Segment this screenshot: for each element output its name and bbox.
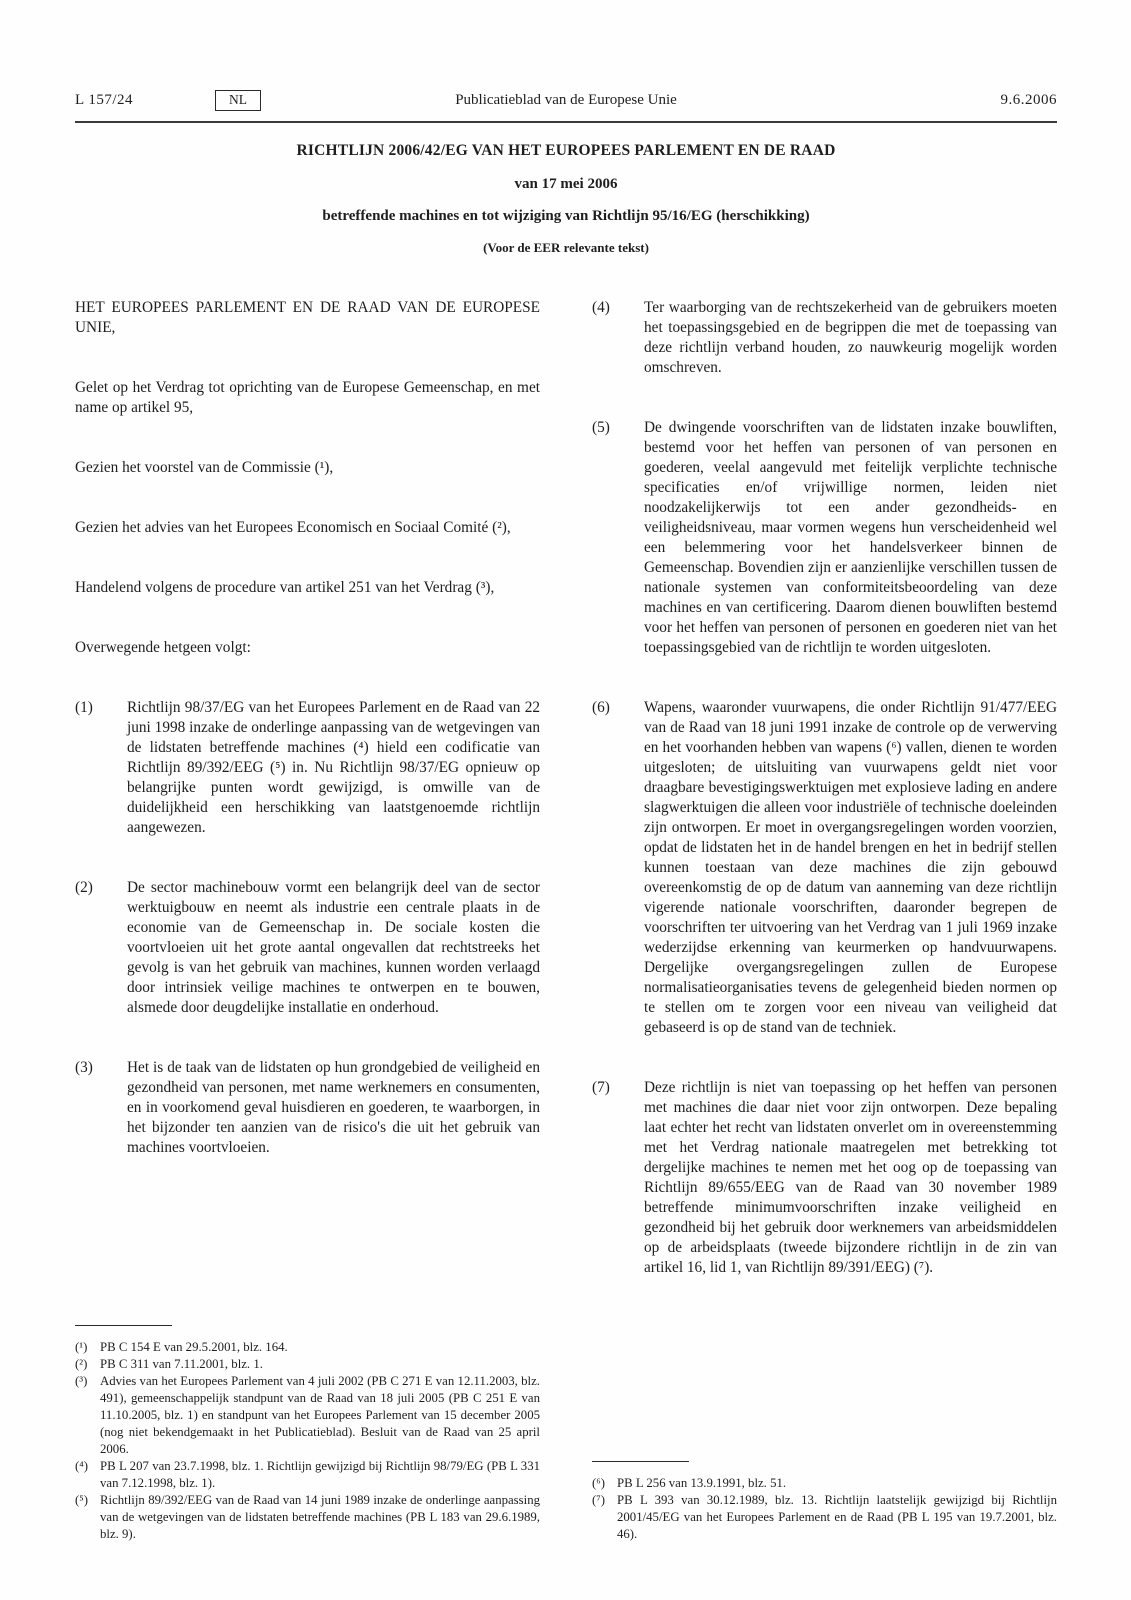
recital-5 — [592, 418, 1057, 658]
recital-number: (2) — [75, 879, 93, 896]
footnote-text: PB L 256 van 13.9.1991, blz. 51. — [617, 1476, 787, 1490]
recital-2 — [75, 878, 540, 1018]
preamble-treaty: Gelet op het Verdrag tot oprichting van de Europese Gemeenschap, en met name op artikel 95, — [75, 379, 540, 416]
recital-text: De dwingende voorschriften van de lidstaten inzake bouwliften, bestemd voor het heffen van personen of van personen en goederen, veelal aangevuld met feitelijk verplichte technische specificaties en/of vrijwillige normen, leiden niet noodzakelijkerwijs tot een ander gezondheids- en veiligheidsniveau, maar vormen wegens hun verscheidenheid wel een belemmering voor het handelsverkeer binnen de Gemeenschap. Bovendien zijn er aanzienlijke verschillen tussen de nationale systemen van conformiteitsbeoordeling van deze machines en van certificering. Daarom dienen bouwliften bestemd voor het heffen van personen of personen en goederen niet van het toepassingsgebied van de richtlijn te worden uitgesloten. — [644, 419, 1057, 656]
left-column — [75, 298, 540, 1543]
recital-text: Richtlijn 98/37/EG van het Europees Parlement en de Raad van 22 juni 1998 inzake de onderlinge aanpassing van de wetgevingen van de lidstaten betreffende machines (⁴) hield een codificatie van Richtlijn 89/392/EEG (⁵) in. Nu Richtlijn 98/37/EG opnieuw op belangrijke punten wordt gewijzigd, is omwille van de duidelijkheid een herschikking van laatstgenoemde richtlijn aangewezen. — [127, 699, 540, 836]
preamble-commission-proposal: Gezien het voorstel van de Commissie (¹), — [75, 459, 334, 476]
journal-title: Publicatieblad van de Europese Unie — [455, 92, 677, 108]
footnote-marker: (⁵) — [75, 1493, 88, 1507]
footnote-marker: (⁶) — [592, 1476, 605, 1490]
footnote-3 — [75, 1373, 540, 1458]
title-block — [75, 142, 1057, 256]
footnote-4 — [75, 1458, 540, 1492]
document-date-line: van 17 mei 2006 — [514, 176, 618, 192]
issue-date: 9.6.2006 — [1000, 92, 1057, 108]
recital-number: (1) — [75, 699, 93, 716]
recital-text: Ter waarborging van de rechtszekerheid van de gebruikers moeten het toepassingsgebied en de begrippen die met de toepassing van deze richtlijn verband houden, zo nauwkeurig mogelijk worden omschreven. — [644, 299, 1057, 376]
footnote-text: PB L 393 van 30.12.1989, blz. 13. Richtlijn laatstelijk gewijzigd bij Richtlijn 2001/45/EG van het Europees Parlement en de Raad (PB L 195 van 19.7.2001, blz. 46). — [617, 1493, 1057, 1541]
footnote-marker: (³) — [75, 1374, 88, 1388]
recital-text: De sector machinebouw vormt een belangrijk deel van de sector werktuigbouw en neemt als industrie een centrale plaats in de economie van de Gemeenschap in. De sociale kosten die voortvloeien uit het grote aantal ongevallen dat rechtstreeks het gevolg is van het gebruik van machines, kunnen worden verlaagd door intrinsiek veilige machines te ontwerpen en te bouwen, alsmede door deugdelijke installatie en onderhoud. — [127, 879, 540, 1016]
right-column — [592, 298, 1057, 1543]
footnote-rule — [75, 1325, 172, 1326]
footnote-2 — [75, 1356, 540, 1373]
recital-number: (3) — [75, 1059, 93, 1076]
footnote-marker: (²) — [75, 1357, 88, 1371]
preamble-whereas: Overwegende hetgeen volgt: — [75, 639, 251, 656]
footnote-marker: (⁷) — [592, 1493, 605, 1507]
header-rule — [75, 121, 1057, 123]
footnote-7 — [592, 1492, 1057, 1543]
right-footnotes — [592, 1461, 1057, 1543]
footnote-text: PB L 207 van 23.7.1998, blz. 1. Richtlijn gewijzigd bij Richtlijn 98/79/EG (PB L 331 van 7.12.1998, blz. 1). — [100, 1459, 540, 1490]
recital-text: Wapens, waaronder vuurwapens, die onder Richtlijn 91/477/EEG van de Raad van 18 juni 1991 inzake de controle op de verwerving en het voorhanden hebben van wapens (⁶) vallen, dienen te worden uitgesloten; de uitsluiting van vuurwapens geldt niet voor draagbare bevestigingswerktuigen met explosieve lading en andere slagwerktuigen die alleen voor industriële of technische doeleinden zijn ontworpen. Er moet in overgangsregelingen worden voorzien, opdat de lidstaten het in de handel brengen en het in bedrijf stellen kunnen toestaan van deze machines die zijn gebouwd overeenkomstig de op de datum van aanneming van deze richtlijn vigerende nationale voorschriften, daaronder begrepen de voorschriften ter uitvoering van het Verdrag van 1 juli 1969 inzake wederzijdse erkenning van keurmerken op handvuurwapens. Dergelijke overgangsregelingen zullen de Europese normalisatieorganisaties tevens de gelegenheid bieden normen op te stellen om te zorgen voor een niveau van veiligheid dat gebaseerd is op de stand van de techniek. — [644, 699, 1057, 1036]
left-footnotes — [75, 1325, 540, 1543]
footnote-text: Advies van het Europees Parlement van 4 juli 2002 (PB C 271 E van 12.11.2003, blz. 491), gemeenschappelijk standpunt van de Raad van 18 juli 2005 (PB C 251 E van 11.10.2005, blz. 1) en standpunt van het Europees Parlement van 15 december 2005 (nog niet bekendgemaakt in het Publicatieblad). Besluit van de Raad van 25 april 2006. — [100, 1374, 540, 1456]
eea-relevance-note: (Voor de EER relevante tekst) — [483, 240, 649, 255]
recital-number: (6) — [592, 699, 610, 716]
page-header — [75, 90, 1057, 116]
document-subject-line: betreffende machines en tot wijziging van Richtlijn 95/16/EG (herschikking) — [322, 208, 810, 224]
recital-3 — [75, 1058, 540, 1158]
footnote-5 — [75, 1492, 540, 1543]
language-badge: NL — [215, 90, 261, 111]
recital-7 — [592, 1078, 1057, 1278]
footnote-text: PB C 154 E van 29.5.2001, blz. 164. — [100, 1340, 288, 1354]
recital-number: (7) — [592, 1079, 610, 1096]
two-column-body — [75, 298, 1057, 1543]
recital-1 — [75, 698, 540, 838]
recital-4 — [592, 298, 1057, 378]
document-title: RICHTLIJN 2006/42/EG VAN HET EUROPEES PARLEMENT EN DE RAAD — [296, 142, 836, 159]
footnote-text: PB C 311 van 7.11.2001, blz. 1. — [100, 1357, 263, 1371]
footnote-marker: (¹) — [75, 1340, 88, 1354]
recital-number: (4) — [592, 299, 610, 316]
recital-text: Deze richtlijn is niet van toepassing op het heffen van personen met machines die daar niet voor zijn ontworpen. Deze bepaling laat echter het recht van lidstaten onverlet om in overeenstemming met het Verdrag nationale maatregelen met betrekking tot dergelijke machines te nemen met het oog op de toepassing van Richtlijn 89/655/EEG van de Raad van 30 november 1989 betreffende minimumvoorschriften inzake veiligheid en gezondheid bij het gebruik door werknemers van arbeidsmiddelen op de arbeidsplaats (tweede bijzondere richtlijn in de zin van artikel 16, lid 1, van Richtlijn 89/391/EEG) (⁷). — [644, 1079, 1057, 1276]
footnote-1 — [75, 1339, 540, 1356]
recital-number: (5) — [592, 419, 610, 436]
page-reference: L 157/24 — [75, 92, 134, 108]
preamble-eesc-opinion: Gezien het advies van het Europees Economisch en Sociaal Comité (²), — [75, 519, 511, 536]
preamble-procedure: Handelend volgens de procedure van artikel 251 van het Verdrag (³), — [75, 579, 495, 596]
recital-text: Het is de taak van de lidstaten op hun grondgebied de veiligheid en gezondheid van personen, met name werknemers en consumenten, en in voorkomend geval huisdieren en goederen, te waarborgen, in het bijzonder ten aanzien van de risico's die uit het gebruik van machines voortvloeien. — [127, 1059, 540, 1156]
preamble-parties: HET EUROPEES PARLEMENT EN DE RAAD VAN DE EUROPESE UNIE, — [75, 299, 540, 336]
footnote-marker: (⁴) — [75, 1459, 88, 1473]
recital-6 — [592, 698, 1057, 1038]
footnote-6 — [592, 1475, 1057, 1492]
footnote-text: Richtlijn 89/392/EEG van de Raad van 14 juni 1989 inzake de onderlinge aanpassing van de wetgevingen van de lidstaten betreffende machines (PB L 183 van 29.6.1989, blz. 9). — [100, 1493, 540, 1541]
footnote-rule — [592, 1461, 689, 1462]
